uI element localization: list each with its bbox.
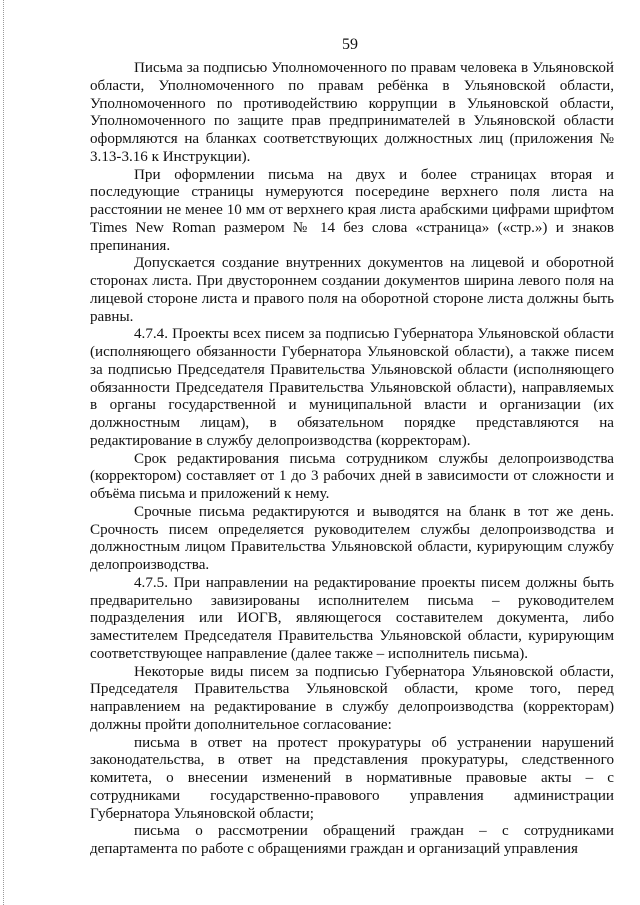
paragraph-page-numbering: При оформлении письма на двух и более страницах вторая и последующие страницы нумеруются посередине верхнего поля листа на расстоянии не менее 10 мм от верхнего края листа арабскими цифрами шрифтом Times New Roman размером № 14 без слова «страница» («стр.») и знаков препинания.	[90, 166, 614, 254]
document-body	[90, 60, 614, 859]
paragraph-4-7-4: 4.7.4. Проекты всех писем за подписью Губернатора Ульяновской области (исполняющего обязанности Губернатора Ульяновской области), а также писем за подписью Председателя Правительства Ульяновской области (исполняющего обязанности Председателя Правительства Ульяновской области), направляемых в органы государственной и муниципальной власти и организации (их должностным лицам), в обязательном порядке представляются на редактирование в службу делопроизводства (корректорам).	[90, 326, 614, 449]
paragraph-additional-approval: Некоторые виды писем за подписью Губернатора Ульяновской области, Председателя Правительства Ульяновской области, кроме того, перед направлением на редактирование в службу делопроизводства (корректорам) должны пройти дополнительное согласование:	[90, 663, 614, 733]
page-number: 59	[342, 36, 358, 53]
paragraph-citizen-appeals: письма о рассмотрении обращений граждан – с сотрудниками департамента по работе с обращениями граждан и организаций управления	[90, 823, 614, 857]
paragraph-double-sided: Допускается создание внутренних документов на лицевой и оборотной сторонах листа. При двустороннем создании документов ширина левого поля на лицевой стороне листа и правого поля на оборотной стороне листа должны быть равны.	[90, 255, 614, 325]
paragraph-ombudsman-letters: Письма за подписью Уполномоченного по правам человека в Ульяновской области, Уполномоченного по правам ребёнка в Ульяновской области, Уполномоченного по противодействию коррупции в Ульяновской области, Уполномоченного по защите прав предпринимателей в Ульяновской области оформляются на бланках соответствующих должностных лиц (приложения № 3.13-3.16 к Инструкции).	[90, 60, 614, 165]
scan-margin-line	[3, 0, 4, 905]
paragraph-editing-term: Срок редактирования письма сотрудником службы делопроизводства (корректором) составляет от 1 до 3 рабочих дней в зависимости от сложности и объёма письма и приложений к нему.	[90, 450, 614, 502]
paragraph-prosecutor-replies: письма в ответ на протест прокуратуры об устранении нарушений законодательства, в ответ на представления прокуратуры, следственного комитета, о внесении изменений в нормативные правовые акты – с сотрудниками государственно-правового управления администрации Губернатора Ульяновской области;	[90, 734, 614, 822]
paragraph-4-7-5: 4.7.5. При направлении на редактирование проекты писем должны быть предварительно завизированы исполнителем письма – руководителем подразделения или ИОГВ, являющегося составителем документа, либо заместителем Председателя Правительства Ульяновской области, курирующим соответствующее направление (далее также – исполнитель письма).	[90, 574, 614, 662]
paragraph-urgent-letters: Срочные письма редактируются и выводятся на бланк в тот же день. Срочность писем определяется руководителем службы делопроизводства и должностным лицом Правительства Ульяновской области, курирующим службу делопроизводства.	[90, 503, 614, 573]
